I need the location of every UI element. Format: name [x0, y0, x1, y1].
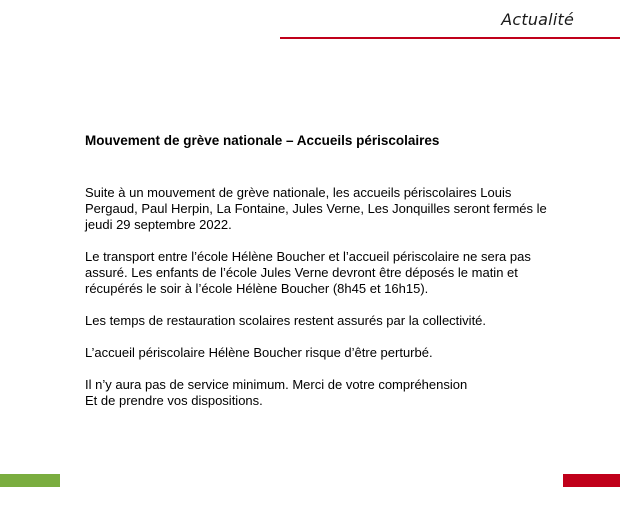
closing-line: Et de prendre vos dispositions. [85, 393, 263, 408]
paragraph-closing [85, 377, 555, 409]
paragraph-disruption: L’accueil périscolaire Hélène Boucher risque d’être perturbé. [85, 345, 433, 360]
footer-red-bar [563, 474, 620, 487]
article-title: Mouvement de grève nationale – Accueils périscolaires [85, 133, 440, 148]
closing-line: Il n’y aura pas de service minimum. Merci de votre compréhension [85, 377, 468, 392]
paragraph-catering: Les temps de restauration scolaires restent assurés par la collectivité. [85, 313, 487, 328]
paragraph-transport: Le transport entre l’école Hélène Boucher et l’accueil périscolaire ne sera pas assuré. Les enfants de l’école Jules Verne devront être déposés le matin et récupérés le soir à l’école Hélène Boucher (8h45 et 16h15). [85, 249, 531, 296]
section-label: Actualité [501, 10, 574, 29]
paragraph-closures: Suite à un mouvement de grève nationale, les accueils périscolaires Louis Pergaud, Paul Herpin, La Fontaine, Jules Verne, Les Jonquilles seront fermés le jeudi 29 septembre 2022. [85, 185, 547, 232]
page-header [501, 10, 574, 30]
article-body [85, 185, 555, 409]
header-divider [280, 37, 620, 39]
footer-green-bar [0, 474, 60, 487]
